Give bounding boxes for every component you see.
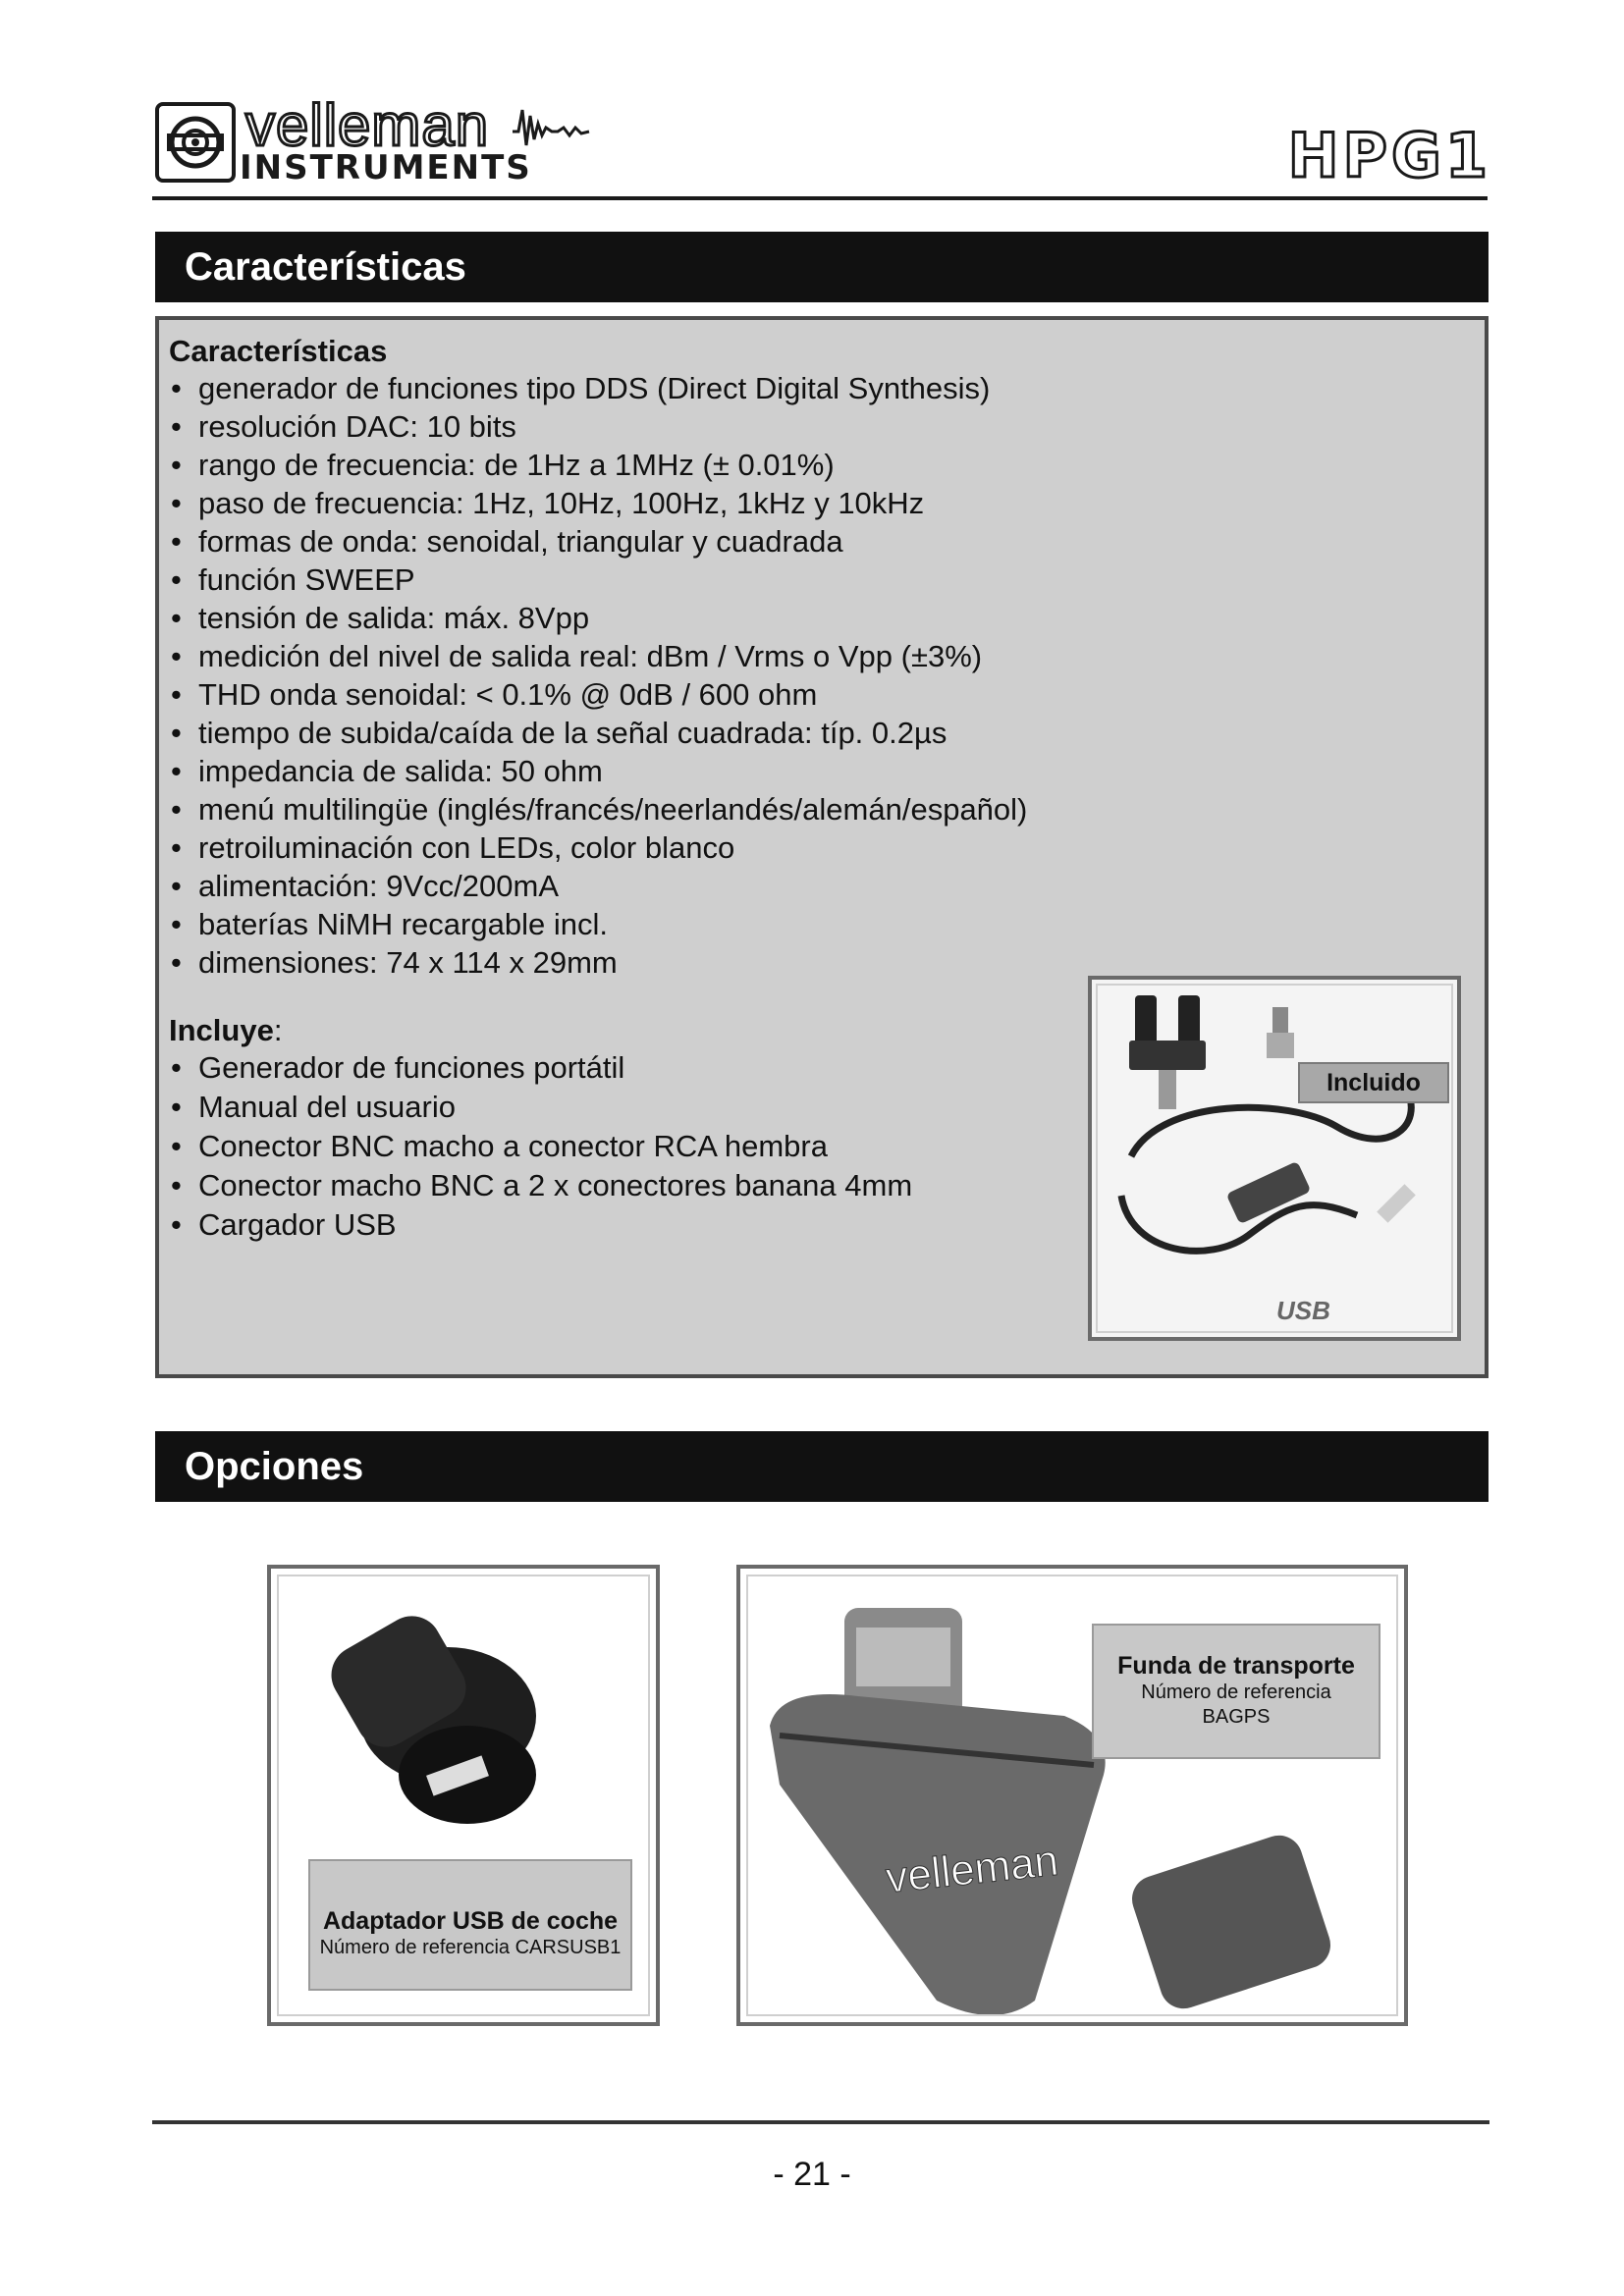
list-item: • Cargador USB: [169, 1205, 912, 1245]
carry-case-closed: [1126, 1830, 1336, 2015]
list-item: • tensión de salida: máx. 8Vpp: [169, 599, 1027, 637]
includes-title: [169, 1013, 282, 1048]
usb-mark: USB: [1276, 1296, 1330, 1325]
list-item: • formas de onda: senoidal, triangular y cuadrada: [169, 522, 1027, 561]
model-name: HPG1: [1287, 120, 1491, 191]
list-item: • medición del nivel de salida real: dBm / Vrms o Vpp (±3%): [169, 637, 1027, 675]
list-item: • dimensiones: 74 x 114 x 29mm: [169, 943, 1027, 982]
list-item: • resolución DAC: 10 bits: [169, 407, 1027, 446]
page-number: - 21 -: [773, 2156, 851, 2193]
includes-list: [169, 1048, 912, 1245]
footer-divider: [152, 2120, 1489, 2124]
header-divider: [152, 196, 1488, 200]
banana-adapter-body: [1129, 1041, 1206, 1070]
brand-subtitle: INSTRUMENTS: [240, 148, 532, 187]
generator-screen: [856, 1628, 950, 1686]
list-item: • Generador de funciones portátil: [169, 1048, 912, 1088]
carry-case-title: Funda de transporte: [1117, 1652, 1355, 1680]
included-accessories-photo: [1088, 976, 1461, 1341]
carry-case-ref-label: Número de referencia: [1141, 1682, 1331, 1703]
list-item: • Manual del usuario: [169, 1088, 912, 1127]
includes-title-text: Incluye: [169, 1013, 274, 1047]
list-item: • generador de funciones tipo DDS (Direct Digital Synthesis): [169, 369, 1027, 407]
included-label: Incluido: [1298, 1062, 1449, 1103]
waveform-icon: [511, 102, 591, 151]
includes-title-colon: :: [273, 1013, 283, 1047]
list-item: • paso de frecuencia: 1Hz, 10Hz, 100Hz, 1kHz y 10kHz: [169, 484, 1027, 522]
car-adapter-ref: Número de referencia CARSUSB1: [319, 1937, 622, 1958]
speaker-emblem-icon: [159, 106, 232, 179]
features-list-title: Características: [169, 334, 388, 368]
bnc-rca-body: [1267, 1033, 1294, 1058]
list-item: • baterías NiMH recargable incl.: [169, 905, 1027, 943]
list-item: • menú multilingüe (inglés/francés/neerlandés/alemán/español): [169, 790, 1027, 828]
carry-case-ref: BAGPS: [1202, 1706, 1271, 1728]
brand-wordmark: velleman: [245, 92, 490, 158]
carry-case-caption: [1092, 1624, 1380, 1759]
list-item: • impedancia de salida: 50 ohm: [169, 752, 1027, 790]
car-adapter-title: Adaptador USB de coche: [322, 1907, 619, 1935]
list-item: • THD onda senoidal: < 0.1% @ 0dB / 600 ohm: [169, 675, 1027, 714]
case-brand-text: velleman: [883, 1836, 1061, 1902]
usb-plug: [1377, 1184, 1416, 1223]
list-item: • retroiluminación con LEDs, color blanco: [169, 828, 1027, 867]
banana-adapter-bnc: [1159, 1070, 1176, 1109]
section-heading-options: Opciones: [155, 1431, 1489, 1502]
list-item: • rango de frecuencia: de 1Hz a 1MHz (± 0.01%): [169, 446, 1027, 484]
velleman-logo-emblem: [155, 102, 236, 183]
usb-charger-body: [1226, 1161, 1312, 1225]
list-item: • Conector macho BNC a 2 x conectores banana 4mm: [169, 1166, 912, 1205]
bnc-rca-tip: [1272, 1007, 1288, 1033]
list-item: • tiempo de subida/caída de la señal cuadrada: típ. 0.2µs: [169, 714, 1027, 752]
list-item: • Conector BNC macho a conector RCA hembra: [169, 1127, 912, 1166]
accessories-illustration: [1092, 980, 1457, 1337]
list-item: • alimentación: 9Vcc/200mA: [169, 867, 1027, 905]
features-list: [169, 369, 1027, 982]
section-heading-features: Características: [155, 232, 1489, 302]
car-adapter-caption: [308, 1859, 632, 1991]
list-item: • función SWEEP: [169, 561, 1027, 599]
